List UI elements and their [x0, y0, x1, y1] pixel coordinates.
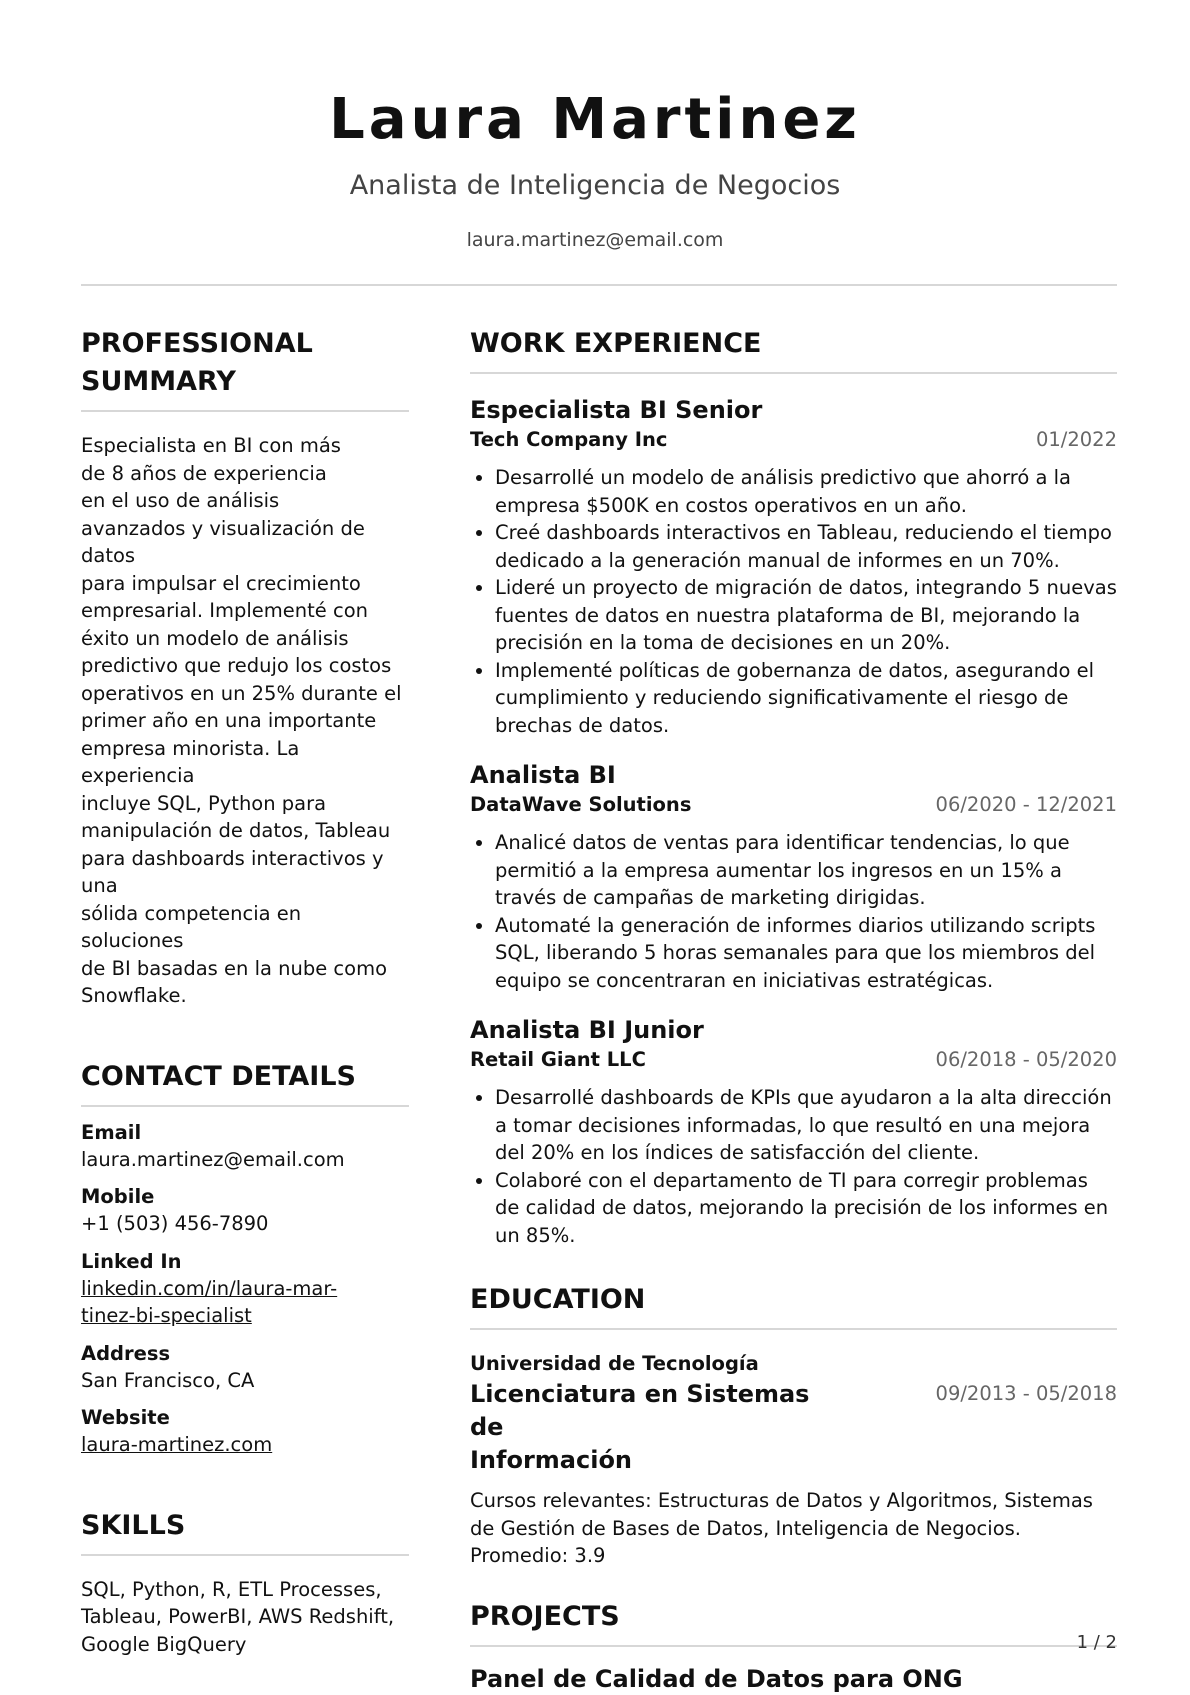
- job-date: 06/2018 - 05/2020: [935, 1048, 1117, 1071]
- projects-divider: [470, 1645, 1117, 1647]
- summary-line: predictivo que redujo los costos: [81, 654, 392, 677]
- linkedin-link[interactable]: [81, 1275, 409, 1330]
- job-bullet: • Colaboré con el departamento de TI para corregir problemas de calidad de datos, mejorando la precisión de los informes en un 85%.: [495, 1167, 1117, 1250]
- job-company: Retail Giant LLC: [470, 1048, 646, 1071]
- skills-line: SQL, Python, R, ETL Processes,: [81, 1577, 382, 1601]
- skills-heading: SKILLS: [81, 1509, 186, 1541]
- job-title: Especialista BI Senior: [470, 396, 763, 424]
- header-divider: [81, 284, 1117, 286]
- education-degree-line: Información: [470, 1446, 633, 1474]
- summary-line: avanzados y visualización de datos: [81, 516, 365, 567]
- education-section: [470, 1281, 1117, 1570]
- summary-line: sólida competencia en soluciones: [81, 901, 302, 952]
- job-bullet: • Analicé datos de ventas para identificar tendencias, lo que permitió a la empresa aumentar los ingresos en un 15% a través de campañas de marketing dirigidas.: [495, 829, 1117, 912]
- summary-line: operativos en un 25% durante el: [81, 681, 402, 705]
- contact-linkedin-label: Linked In: [81, 1249, 182, 1273]
- contact-divider: [81, 1105, 409, 1107]
- summary-text: [81, 432, 409, 1010]
- education-date: 09/2013 - 05/2018: [935, 1382, 1117, 1405]
- job-meta: [470, 1046, 1117, 1074]
- contact-email-label: Email: [81, 1120, 142, 1144]
- skills-line: Tableau, PowerBI, AWS Redshift,: [81, 1605, 395, 1628]
- contact-address-label: Address: [81, 1341, 171, 1365]
- contact-mobile-label: Mobile: [81, 1185, 155, 1208]
- resume-job-title: Analista de Inteligencia de Negocios: [349, 170, 841, 201]
- skills-line: Google BigQuery: [81, 1632, 247, 1656]
- summary-line: para impulsar el crecimiento: [81, 571, 361, 595]
- summary-line: de 8 años de experiencia: [81, 461, 327, 485]
- contact-mobile-value: +1 (503) 456-7890: [81, 1212, 269, 1235]
- education-divider: [470, 1328, 1117, 1330]
- contact-email-value: laura.martinez@email.com: [81, 1147, 345, 1171]
- summary-line: para dashboards interactivos y una: [81, 846, 384, 897]
- job-bullets: [470, 829, 1117, 994]
- summary-heading: [81, 325, 409, 401]
- summary-line: Especialista en BI con más: [81, 434, 341, 457]
- experience-section: [470, 325, 1117, 1249]
- education-school: Universidad de Tecnología: [470, 1352, 759, 1375]
- contact-website-label: Website: [81, 1406, 170, 1429]
- job-bullets: [470, 1084, 1117, 1249]
- left-column: [81, 325, 409, 1658]
- job-meta: [470, 791, 1117, 819]
- summary-line: éxito un modelo de análisis: [81, 626, 349, 650]
- summary-line: primer año en una importante: [81, 709, 377, 732]
- skills-divider: [81, 1554, 409, 1556]
- projects-section: [470, 1598, 1117, 1695]
- summary-line: incluye SQL, Python para: [81, 791, 327, 815]
- job-entry: [470, 1014, 1117, 1249]
- job-title: Analista BI Junior: [470, 1016, 704, 1044]
- job-entry: [470, 394, 1117, 739]
- job-bullet: • Desarrollé un modelo de análisis predictivo que ahorró a la empresa $500K en costos operativos en un año.: [495, 464, 1117, 519]
- summary-line: manipulación de datos, Tableau: [81, 819, 391, 842]
- job-bullet: • Implementé políticas de gobernanza de datos, asegurando el cumplimiento y reduciendo significativamente el riesgo de brechas de datos.: [495, 657, 1117, 740]
- job-meta: [470, 426, 1117, 454]
- education-degree-line: Licenciatura en Sistemas de: [470, 1380, 810, 1441]
- job-company: DataWave Solutions: [470, 793, 692, 816]
- summary-line: empresarial. Implementé con: [81, 599, 369, 622]
- job-bullet: • Desarrollé dashboards de KPIs que ayudaron a la alta dirección a tomar decisiones informadas, lo que resultó en una mejora del 20% en los índices de satisfacción del cliente.: [495, 1084, 1117, 1167]
- job-bullet: • Automaté la generación de informes diarios utilizando scripts SQL, liberando 5 horas semanales para que los miembros del equipo se concentraran en iniciativas estratégicas.: [495, 912, 1117, 995]
- contact-section: [81, 1058, 409, 1459]
- job-bullets: [470, 464, 1117, 739]
- summary-line: en el uso de análisis: [81, 489, 280, 512]
- page-number: 1 / 2: [1076, 1632, 1117, 1653]
- job-entry: [470, 759, 1117, 994]
- linkedin-link-line[interactable]: linkedin.com/in/laura-mar-: [81, 1276, 338, 1300]
- job-title: Analista BI: [470, 761, 616, 789]
- project-title: Panel de Calidad de Datos para ONG: [470, 1664, 963, 1693]
- experience-heading: WORK EXPERIENCE: [470, 328, 762, 359]
- summary-divider: [81, 410, 409, 412]
- education-degree: [470, 1378, 830, 1477]
- skills-text: [81, 1576, 409, 1659]
- website-link[interactable]: laura-martinez.com: [81, 1433, 273, 1456]
- experience-divider: [470, 372, 1117, 374]
- education-courses: Cursos relevantes: Estructuras de Datos y Algoritmos, Sistemas de Gestión de Bases de Datos, Inteligencia de Negocios. Promedio: 3.9: [470, 1489, 1093, 1567]
- summary-heading-line: PROFESSIONAL: [81, 328, 313, 359]
- job-company: Tech Company Inc: [470, 428, 668, 451]
- contact-address-value: San Francisco, CA: [81, 1368, 255, 1392]
- projects-heading: PROJECTS: [470, 1600, 620, 1632]
- contact-heading: CONTACT DETAILS: [81, 1060, 356, 1092]
- education-degree-row: [470, 1378, 1117, 1477]
- summary-line: Snowflake.: [81, 984, 187, 1007]
- job-date: 01/2022: [1035, 428, 1117, 451]
- linkedin-link-line[interactable]: tinez-bi-specialist: [81, 1304, 252, 1327]
- job-bullet: • Lideré un proyecto de migración de datos, integrando 5 nuevas fuentes de datos en nuestra plataforma de BI, mejorando la precisión en la toma de decisiones en un 20%.: [495, 574, 1117, 657]
- summary-line: de BI basadas en la nube como: [81, 956, 388, 980]
- job-bullet: • Creé dashboards interactivos en Tableau, reduciendo el tiempo dedicado a la generación manual de informes en un 70%.: [495, 519, 1117, 574]
- header-email: laura.martinez@email.com: [466, 229, 724, 251]
- education-heading: EDUCATION: [470, 1284, 646, 1315]
- summary-section: [81, 325, 409, 1010]
- right-column: [470, 325, 1117, 1695]
- resume-name: Laura Martinez: [329, 87, 861, 152]
- summary-line: empresa minorista. La experiencia: [81, 736, 300, 787]
- skills-section: [81, 1507, 409, 1659]
- job-date: 06/2020 - 12/2021: [935, 793, 1117, 816]
- summary-heading-line: SUMMARY: [81, 366, 236, 397]
